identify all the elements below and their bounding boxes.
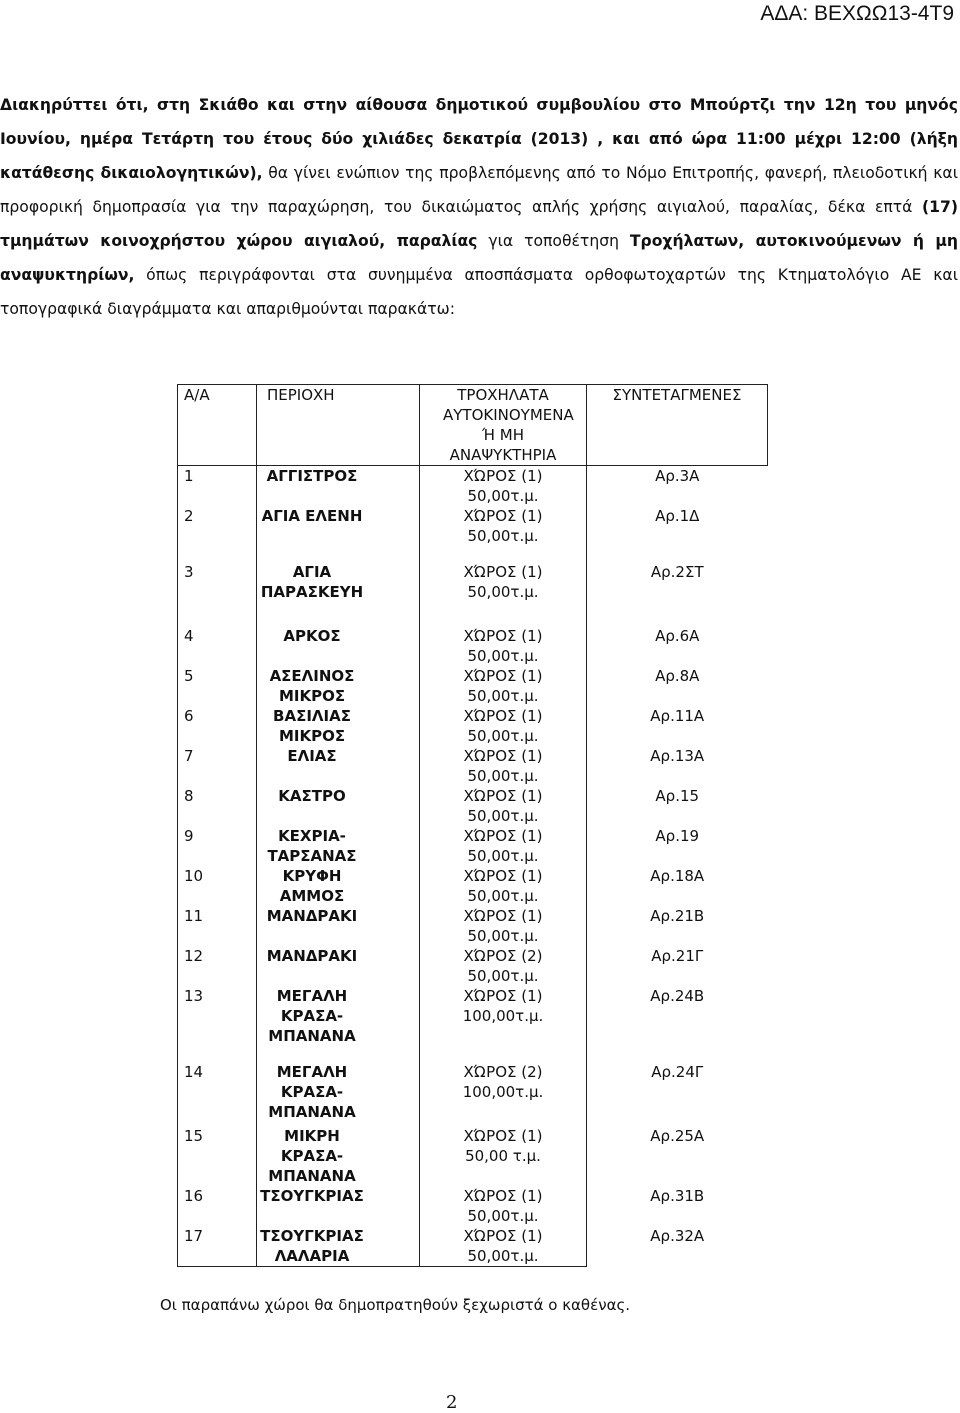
- row-area-text: ΑΓΙΑ ΠΑΡΑΣΚΕΥΗ: [260, 563, 364, 601]
- row-coordinates: Αρ.6Α: [655, 627, 700, 645]
- row-area-text: ΕΛΙΑΣ: [287, 747, 337, 765]
- row-space: [420, 986, 587, 1062]
- row-coordinates: Αρ.18Α: [650, 867, 705, 885]
- row-space-label: ΧΏΡΟΣ (1): [463, 1227, 543, 1245]
- footnote: Οι παραπάνω χώροι θα δημοπρατηθούν ξεχωριστά ο καθένας.: [160, 1296, 631, 1314]
- row-aa: 5: [178, 666, 257, 706]
- row-coordinates: Αρ.8Α: [655, 667, 700, 685]
- table-row: [178, 466, 768, 507]
- row-space-size: 100,00τ.μ.: [462, 1007, 544, 1025]
- table-row: [178, 562, 768, 626]
- page-number: 2: [446, 1392, 458, 1413]
- header-type: [420, 385, 587, 466]
- row-space-label: ΧΏΡΟΣ (1): [463, 627, 543, 645]
- row-space: [420, 626, 587, 666]
- row-space-label: ΧΏΡΟΣ (1): [463, 667, 543, 685]
- row-area: [257, 1186, 420, 1226]
- row-space: [420, 906, 587, 946]
- table-row: [178, 866, 768, 906]
- row-coordinates: Αρ.24Γ: [651, 1063, 704, 1081]
- row-aa: 2: [178, 506, 257, 562]
- row-space-label: ΧΏΡΟΣ (1): [463, 507, 543, 525]
- table-row: [178, 626, 768, 666]
- row-aa: 8: [178, 786, 257, 826]
- intro-bold-1: Διακηρύττει ότι, στη Σκιάθο και στην αίθουσα δημοτικού συμβουλίου στο Μπούρτζι την 12η του μηνός Ιουνίου, ημέρα Τετάρτη του έτους δύο χιλιάδες δεκατρία (2013) , και από ώρα 11:00 μέχρι 12:00 (λήξη κατάθεσης δικαιολογητικών),: [0, 96, 958, 182]
- row-coordinates: Αρ.31Β: [650, 1187, 705, 1205]
- row-space-size: 50,00τ.μ.: [467, 807, 539, 825]
- row-space-label: ΧΏΡΟΣ (1): [463, 707, 543, 725]
- row-space-label: ΧΏΡΟΣ (2): [463, 1063, 543, 1081]
- kiosk-spaces-table: [177, 384, 768, 1267]
- table-row: [178, 506, 768, 562]
- row-space-size: 50,00τ.μ.: [467, 583, 539, 601]
- row-aa: 14: [178, 1062, 257, 1126]
- table-row: [178, 706, 768, 746]
- row-space-label: ΧΏΡΟΣ (1): [463, 827, 543, 845]
- row-area-text: ΜΑΝΔΡΑΚΙ: [266, 947, 358, 965]
- row-area-text: ΒΑΣΙΛΙΑΣ ΜΙΚΡΟΣ: [273, 707, 351, 745]
- row-coordinates: Αρ.21Β: [650, 907, 705, 925]
- row-coordinates: Αρ.3Α: [655, 467, 700, 485]
- row-area: [257, 1126, 420, 1186]
- row-space: [420, 866, 587, 906]
- row-area: [257, 466, 420, 507]
- row-coordinates: Αρ.21Γ: [651, 947, 704, 965]
- row-aa: 12: [178, 946, 257, 986]
- row-space-label: ΧΏΡΟΣ (1): [463, 867, 543, 885]
- row-aa: 9: [178, 826, 257, 866]
- row-area-text: ΑΓΙΑ ΕΛΕΝΗ: [261, 507, 363, 525]
- header-coordinates: ΣΥΝΤΕΤΑΓΜΕΝΕΣ: [587, 385, 768, 466]
- row-space-size: 50,00τ.μ.: [467, 887, 539, 905]
- table-row: [178, 906, 768, 946]
- row-space-size: 50,00τ.μ.: [467, 647, 539, 665]
- row-space: [420, 746, 587, 786]
- row-space-label: ΧΏΡΟΣ (2): [463, 947, 543, 965]
- table-row: [178, 1226, 768, 1267]
- row-area: [257, 506, 420, 562]
- row-space: [420, 706, 587, 746]
- intro-bold-2: (17) τμημάτων κοινοχρήστου χώρου αιγιαλού, παραλίας: [0, 198, 958, 250]
- row-area-text: ΑΡΚΟΣ: [283, 627, 341, 645]
- row-space-size: 50,00τ.μ.: [467, 487, 539, 505]
- row-area: [257, 866, 420, 906]
- intro-text-1: θα γίνει ενώπιον της προβλεπόμενης από το Νόμο Επιτροπής, φανερή, πλειοδοτική και προφορική δημοπρασία για την παραχώρηση, του δικαιώματος απλής χρήσης αιγιαλού, παραλίας, δέκα επτά: [0, 164, 958, 216]
- row-space: [420, 506, 587, 562]
- row-space: [420, 1226, 587, 1267]
- row-area-text: ΚΑΣΤΡΟ: [278, 787, 346, 805]
- row-space-size: 50,00τ.μ.: [467, 847, 539, 865]
- row-space-size: 50,00τ.μ.: [467, 1207, 539, 1225]
- row-coordinates: Αρ.13Α: [650, 747, 705, 765]
- row-aa: 4: [178, 626, 257, 666]
- header-type-text: ΤΡΟΧΗΛΑΤΑ ΑΥΤΟΚΙΝΟΥΜΕΝΑ Ή ΜΗ ΑΝΑΨΥΚΤΗΡΙΑ: [443, 386, 574, 464]
- row-space-size: 50,00τ.μ.: [467, 927, 539, 945]
- header-aa: Α/Α: [178, 385, 257, 466]
- table-header-row: [178, 385, 768, 466]
- row-coordinates: Αρ.32Α: [650, 1227, 705, 1245]
- row-space-size: 50,00 τ.μ.: [465, 1147, 541, 1165]
- row-space: [420, 946, 587, 986]
- row-coordinates: Αρ.15: [655, 787, 700, 805]
- row-area-text: ΑΣΕΛΙΝΟΣ ΜΙΚΡΟΣ: [269, 667, 355, 705]
- row-area: [257, 1226, 420, 1267]
- row-space-size: 50,00τ.μ.: [467, 767, 539, 785]
- row-area: [257, 562, 420, 626]
- row-space-size: 50,00τ.μ.: [467, 1247, 539, 1265]
- row-area-text: ΤΣΟΥΓΚΡΙΑΣ ΛΑΛΑΡΙΑ: [260, 1227, 364, 1265]
- row-area: [257, 706, 420, 746]
- row-space: [420, 1186, 587, 1226]
- row-space-label: ΧΏΡΟΣ (1): [463, 987, 543, 1005]
- row-area: [257, 906, 420, 946]
- row-space-label: ΧΏΡΟΣ (1): [463, 563, 543, 581]
- row-aa: 3: [178, 562, 257, 626]
- row-area: [257, 1062, 420, 1126]
- row-area-text: ΚΡΥΦΗ ΑΜΜΟΣ: [279, 867, 345, 905]
- row-space-label: ΧΏΡΟΣ (1): [463, 747, 543, 765]
- row-aa: 15: [178, 1126, 257, 1186]
- row-space-size: 100,00τ.μ.: [462, 1083, 544, 1101]
- row-space-size: 50,00τ.μ.: [467, 967, 539, 985]
- row-aa: 13: [178, 986, 257, 1062]
- table-row: [178, 946, 768, 986]
- intro-paragraph: [0, 88, 958, 326]
- row-space-label: ΧΏΡΟΣ (1): [463, 907, 543, 925]
- row-area: [257, 626, 420, 666]
- row-space: [420, 562, 587, 626]
- row-coordinates: Αρ.11Α: [650, 707, 705, 725]
- header-area: ΠΕΡΙΟΧΗ: [257, 385, 420, 466]
- row-area-text: ΜΙΚΡΗ ΚΡΑΣΑ-ΜΠΑΝΑΝΑ: [268, 1127, 356, 1185]
- row-space-size: 50,00τ.μ.: [467, 727, 539, 745]
- row-space-size: 50,00τ.μ.: [467, 687, 539, 705]
- row-area: [257, 746, 420, 786]
- table-row: [178, 986, 768, 1062]
- row-space-label: ΧΏΡΟΣ (1): [463, 467, 543, 485]
- row-area-text: ΑΓΓΙΣΤΡΟΣ: [266, 467, 358, 485]
- row-space: [420, 466, 587, 507]
- row-area: [257, 826, 420, 866]
- row-aa: 17: [178, 1226, 257, 1267]
- row-coordinates: Αρ.1Δ: [655, 507, 700, 525]
- row-area-text: ΚΕΧΡΙΑ-ΤΑΡΣΑΝΑΣ: [267, 827, 357, 865]
- document-ada-code: ΑΔΑ: ΒΕΧΩΩ13-4Τ9: [760, 2, 954, 25]
- table-row: [178, 666, 768, 706]
- row-space-label: ΧΏΡΟΣ (1): [463, 1187, 543, 1205]
- row-coordinates: Αρ.19: [655, 827, 700, 845]
- row-coordinates: Αρ.2ΣΤ: [650, 563, 704, 581]
- row-aa: 6: [178, 706, 257, 746]
- row-area-text: ΜΕΓΑΛΗ ΚΡΑΣΑ-ΜΠΑΝΑΝΑ: [268, 1063, 356, 1121]
- table-row: [178, 1126, 768, 1186]
- row-area: [257, 666, 420, 706]
- intro-text-3: όπως περιγράφονται στα συνημμένα αποσπάσματα ορθοφωτοχαρτών της Κτηματολόγιο ΑΕ και τοπογραφικά διαγράμματα και απαριθμούνται παρακάτω:: [0, 266, 958, 318]
- row-space: [420, 786, 587, 826]
- table-row: [178, 1186, 768, 1226]
- table-row: [178, 786, 768, 826]
- table-row: [178, 746, 768, 786]
- row-space-label: ΧΏΡΟΣ (1): [463, 787, 543, 805]
- row-space: [420, 826, 587, 866]
- row-aa: 11: [178, 906, 257, 946]
- row-aa: 10: [178, 866, 257, 906]
- row-area: [257, 786, 420, 826]
- row-space: [420, 666, 587, 706]
- table-row: [178, 826, 768, 866]
- row-area: [257, 986, 420, 1062]
- row-area: [257, 946, 420, 986]
- row-space-label: ΧΏΡΟΣ (1): [463, 1127, 543, 1145]
- table-row: [178, 1062, 768, 1126]
- row-space: [420, 1126, 587, 1186]
- row-aa: 16: [178, 1186, 257, 1226]
- intro-bold-3: Τροχήλατων, αυτοκινούμενων ή μη αναψυκτηρίων,: [0, 232, 958, 284]
- intro-text-2: για τοποθέτηση: [477, 232, 630, 250]
- row-space-size: 50,00τ.μ.: [467, 527, 539, 545]
- row-coordinates: Αρ.25Α: [650, 1127, 705, 1145]
- row-area-text: ΜΕΓΑΛΗ ΚΡΑΣΑ-ΜΠΑΝΑΝΑ: [268, 987, 356, 1045]
- row-aa: 1: [178, 466, 257, 507]
- row-coordinates: Αρ.24Β: [650, 987, 705, 1005]
- row-aa: 7: [178, 746, 257, 786]
- row-area-text: ΜΑΝΔΡΑΚΙ: [266, 907, 358, 925]
- row-area-text: ΤΣΟΥΓΚΡΙΑΣ: [260, 1187, 364, 1205]
- row-space: [420, 1062, 587, 1126]
